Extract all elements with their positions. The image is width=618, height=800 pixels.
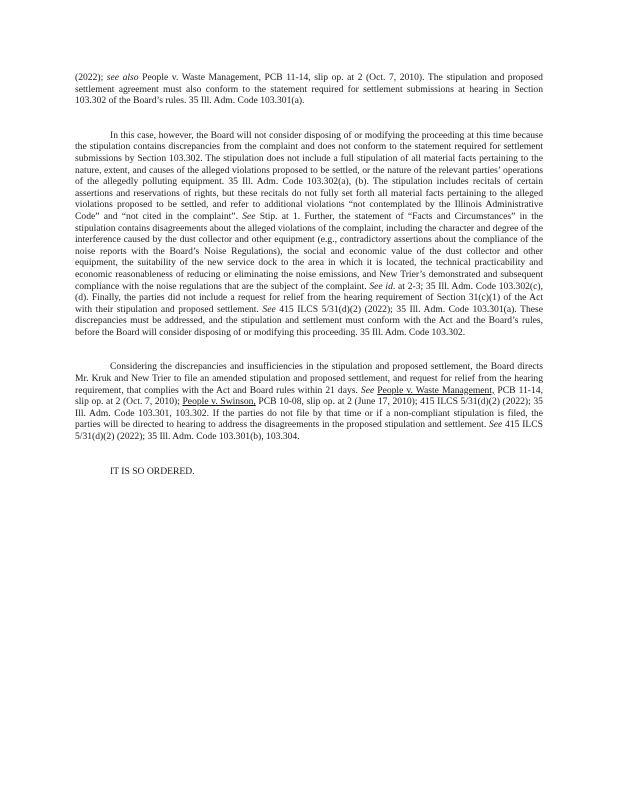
text-run: (2022); [75,72,107,83]
text-run: Stip. at 1. Further, the statement of “Facts and Circumstances” in the stipulation contains disagreements about the alleged violations of the complaint, including the character and degree of the interference caused by the dust collector and other equipment (e.g., contradictory assertions about the compliance of the noise reports with the Board’s Noise Regulations), the social and economic value of the dust collector and other equipment, the suitability of the new service dock to the area in which it is located, the technical practicability and economic reasonableness of reducing or eliminating the noise emissions, and New Trier’s demonstrated and subsequent compliance with the noise regulations that are the subject of the complaint. [75,210,543,292]
text-run: 415 ILCS 5/31(d)(2) (2022); 35 Ill. Adm. Code 103.301(a). These discrepancies must be addressed, and the stipulation and settlement must conform with the Act and the Board’s rules, before the Board will consider disposing of or modifying this proceeding. 35 Ill. Adm. Code 103.302. [75,303,543,338]
signal-italic: see also [106,72,139,83]
closing-order-statement: IT IS SO ORDERED. [110,465,195,477]
signal-italic: See [262,303,276,315]
text-run: Considering the discrepancies and insufficiencies in the stipulation and proposed settlement, the Board directs Mr. Kruk and New Trier to file an amended stipulation and proposed settlement, and request for relief from the hearing requirement, that complies with the Act and Board rules within 21 days. [75,361,543,396]
signal-italic: See id [369,280,393,292]
paragraph-directive [75,361,543,442]
text-run: In this case, however, the Board will not consider disposing of or modifying the proceeding at this time because the stipulation contains discrepancies from the complaint and does not conform to the statement required for settlement submissions by Section 103.302. The stipulation does not include a full stipulation of all material facts pertaining to the nature, extent, and causes of the alleged violations proposed to be settled, or the nature of the relevant parties’ operations of the allegedly polluting equipment. 35 Ill. Adm. Code 103.302(a), (b). The stipulation includes recitals of certain assertions and reservations of rights, but these recitals do not fully set forth all material facts pertaining to the alleged violations proposed to be settled, and refer to additional violations “not contemplated by the Illinois Administrative Code” and “not cited in the complaint”. [75,129,543,222]
text-run: PCB 10-08, slip op. at 2 (June 17, 2010); 415 ILCS 5/31(d)(2) (2022); 35 Ill. Adm. Code 103.301, 103.302. If the parties do not file by that time or if a non-compliant stipulation is filed, the parties will be directed to hearing to address the disagreements in the proposed stipulation and settlement. [75,396,543,431]
signal-italic: See [242,210,256,222]
paragraph-discrepancies [75,130,543,339]
text-run: 415 ILCS 5/31(d)(2) (2022); 35 Ill. Adm. Code 103.301(b), 103.304. [75,419,543,443]
case-citation: People v. Swinson, [182,396,256,408]
text-run: PCB 11-14, slip op. at 2 (Oct. 7, 2010); [75,384,543,408]
signal-italic: See [360,384,375,396]
text-run: . at 2-3; 35 Ill. Adm. Code 103.302(c), (d). Finally, the parties did not include a request for relief from the hearing requirement of Section 31(c)(1) of the Act with their stipulation and proposed settlement. [75,280,543,315]
document-page [75,72,543,477]
signal-italic: See [488,419,503,431]
case-citation: People v. Waste Management, [377,384,495,396]
text-run: People v. Waste Management, PCB 11-14, slip op. at 2 (Oct. 7, 2010). The stipulation and proposed settlement agreement must also conform to the statement required for settlement submissions at hearing in Section 103.302 of the Board’s rules. 35 Ill. Adm. Code 103.301(a). [75,72,543,107]
paragraph-citation-continuation [75,72,543,107]
